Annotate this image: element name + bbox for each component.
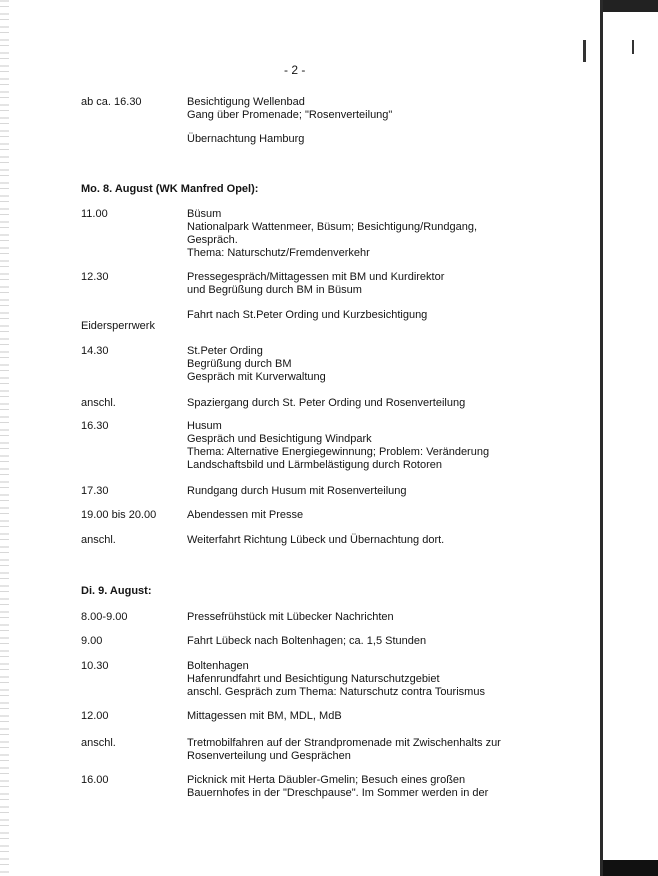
entry-description: Pressefrühstück mit Lübecker Nachrichten	[187, 611, 394, 623]
time-label: 8.00-9.00	[81, 611, 128, 623]
entry-description: Spaziergang durch St. Peter Ording und Rosenverteilung	[187, 397, 466, 409]
entry-description: Tretmobilfahren auf der Strandpromenade mit Zwischenhalts zur Rosenverteilung und Gesprächen	[187, 737, 501, 762]
entry-description: Büsum Nationalpark Wattenmeer, Büsum; Besichtigung/Rundgang, Gespräch. Thema: Naturschutz/Fremdenverkehr	[187, 208, 478, 259]
time-label: 16.30	[81, 420, 109, 432]
entry-description: Husum Gespräch und Besichtigung Windpark Thema: Alternative Energiegewinnung; Problem: Veränderung Landschaftsbild und Lärmbelästigung durch Rotoren	[187, 420, 490, 471]
location-note: Eidersperrwerk	[81, 320, 155, 332]
time-label: 9.00	[81, 635, 103, 647]
entry-description: Weiterfahrt Richtung Lübeck und Übernachtung dort.	[187, 534, 445, 546]
day-heading: Di. 9. August:	[81, 585, 152, 597]
entry-description: Übernachtung Hamburg	[187, 133, 305, 145]
entry-description: Mittagessen mit BM, MDL, MdB	[187, 710, 342, 722]
time-label: anschl.	[81, 737, 116, 749]
entry-description: Fahrt nach St.Peter Ording und Kurzbesichtigung	[187, 309, 428, 321]
scan-edge-top-right	[600, 0, 658, 12]
page-number: - 2 -	[284, 63, 306, 77]
scan-edge-bottom-right	[603, 860, 658, 876]
time-label: 12.30	[81, 271, 109, 283]
entry-description: Rundgang durch Husum mit Rosenverteilung	[187, 485, 407, 497]
day-heading: Mo. 8. August (WK Manfred Opel):	[81, 183, 259, 195]
entry-description: St.Peter Ording Begrüßung durch BM Gespräch mit Kurverwaltung	[187, 345, 326, 383]
scan-edge-right	[600, 0, 603, 876]
entry-description: Fahrt Lübeck nach Boltenhagen; ca. 1,5 Stunden	[187, 635, 427, 647]
entry-description: Besichtigung Wellenbad Gang über Promenade; "Rosenverteilung"	[187, 96, 393, 121]
entry-description: Boltenhagen Hafenrundfahrt und Besichtigung Naturschutzgebiet anschl. Gespräch zum Thema: Naturschutz contra Tourismus	[187, 660, 485, 698]
scan-mark	[632, 40, 634, 54]
time-label: 19.00 bis 20.00	[81, 509, 157, 521]
entry-description: Picknick mit Herta Däubler-Gmelin; Besuch eines großen Bauernhofes in der "Dreschpause". Im Sommer werden in der	[187, 774, 489, 799]
entry-description: Abendessen mit Presse	[187, 509, 304, 521]
time-label: 10.30	[81, 660, 109, 672]
time-label: 11.00	[81, 208, 108, 220]
time-label: 12.00	[81, 710, 109, 722]
time-label: 17.30	[81, 485, 109, 497]
time-label: 14.30	[81, 345, 109, 357]
entry-description: Pressegespräch/Mittagessen mit BM und Kurdirektor und Begrüßung durch BM in Büsum	[187, 271, 445, 296]
scan-mark	[583, 40, 586, 62]
time-label: anschl.	[81, 534, 116, 546]
time-label: 16.00	[81, 774, 109, 786]
scan-edge-left	[0, 0, 9, 876]
time-label: ab ca. 16.30	[81, 96, 142, 108]
time-label: anschl.	[81, 397, 116, 409]
